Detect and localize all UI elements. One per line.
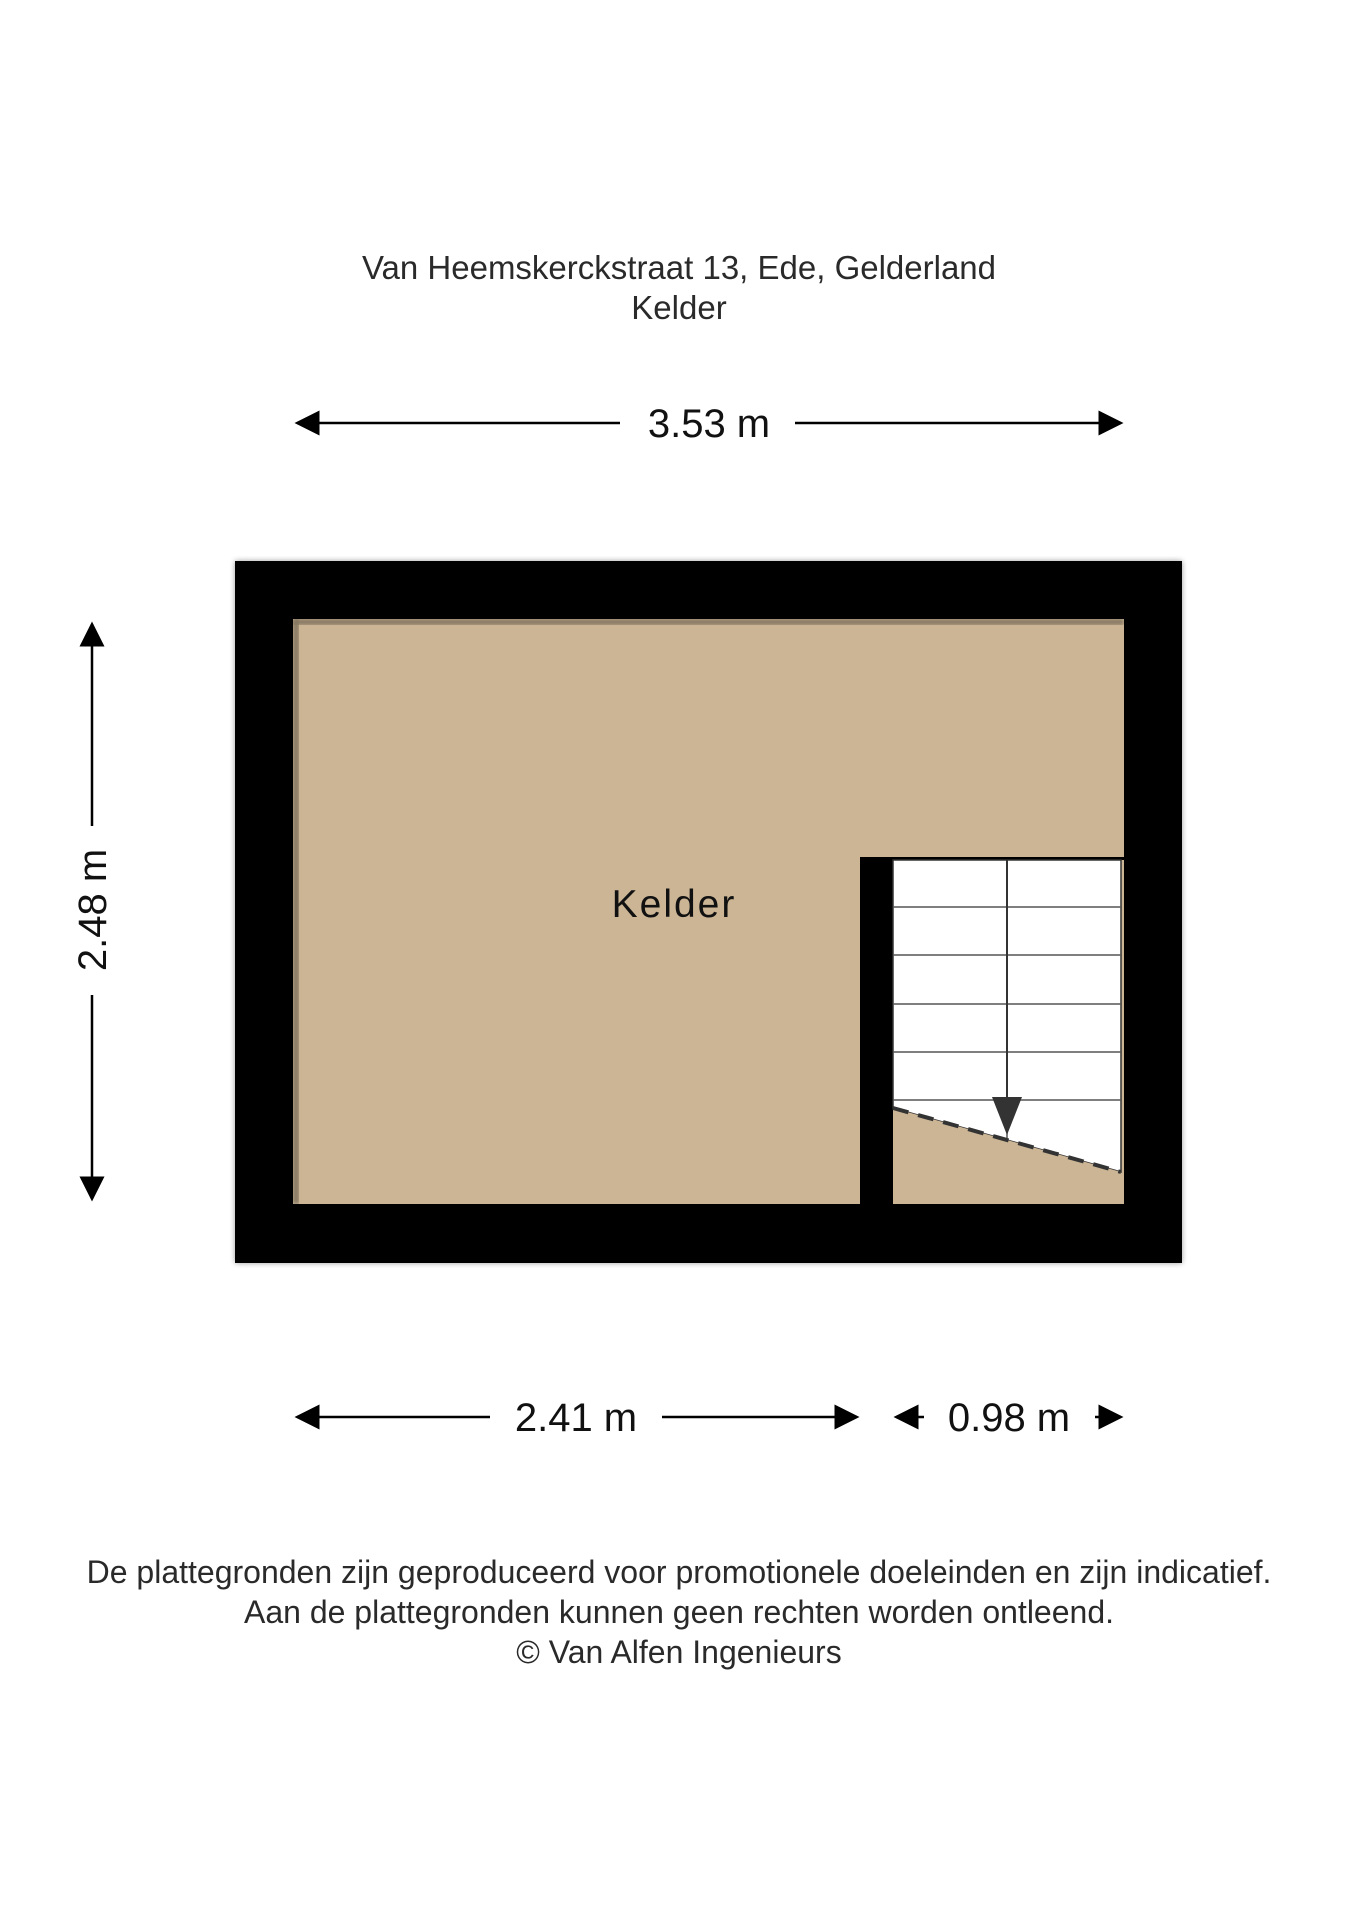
- dimension-bottom-left: [297, 1396, 857, 1440]
- dimension-bottom-right-label: 0.98 m: [947, 1396, 1071, 1440]
- stair-partition-wall: [860, 857, 893, 1204]
- dimension-bottom-left-label: 2.41 m: [514, 1396, 638, 1440]
- disclaimer-line-1: De plattegronden zijn geproduceerd voor promotionele doeleinden en zijn indicatief.: [86, 1554, 1272, 1590]
- address-title: Van Heemskerckstraat 13, Ede, Gelderland: [361, 249, 997, 286]
- disclaimer: [0, 1552, 1358, 1672]
- dimension-top-label: 3.53 m: [647, 402, 771, 446]
- staircase: [893, 860, 1121, 1204]
- room-label: Kelder: [611, 883, 737, 926]
- dimension-top: [297, 402, 1121, 446]
- floor-title: Kelder: [631, 289, 727, 326]
- dimension-bottom-right: [896, 1396, 1121, 1440]
- copyright: © Van Alfen Ingenieurs: [516, 1634, 842, 1670]
- dimension-left: [71, 624, 115, 1199]
- disclaimer-line-2: Aan de plattegronden kunnen geen rechten worden ontleend.: [243, 1594, 1114, 1630]
- dimension-left-label: 2.48 m: [71, 848, 115, 972]
